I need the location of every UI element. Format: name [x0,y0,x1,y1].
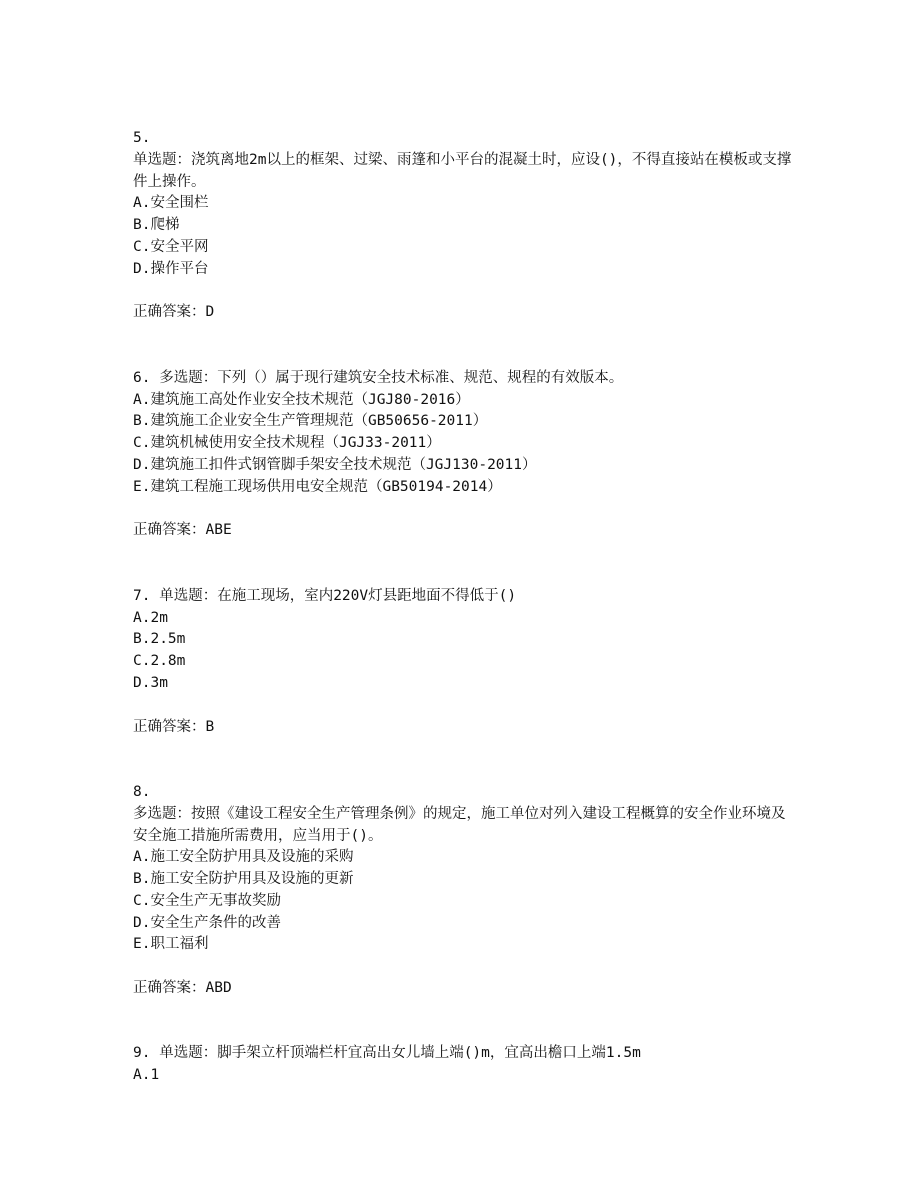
option-c: C.安全生产无事故奖励 [133,892,281,909]
option-a: A.建筑施工高处作业安全技术规范（JGJ80-2016） [133,391,470,408]
question-stem: 多选题：按照《建设工程安全生产管理条例》的规定，施工单位对列入建设工程概算的安全作业环境及安全施工措施所需费用，应当用于()。 [133,805,786,844]
question-number: 8. [133,783,151,800]
correct-answer: 正确答案：ABD [133,980,232,997]
option-d: D.建筑施工扣件式钢管脚手架安全技术规范（JGJ130-2011） [133,456,537,473]
option-c: C.建筑机械使用安全技术规程（JGJ33-2011） [133,435,441,452]
question-6 [133,368,793,542]
question-stem-with-number [133,1043,793,1065]
option-e: E.建筑工程施工现场供用电安全规范（GB50194-2014） [133,478,502,495]
option-a: A.安全围栏 [133,195,209,212]
spacer [133,738,793,782]
question-stem: 单选题：浇筑离地2m以上的框架、过梁、雨篷和小平台的混凝土时，应设()，不得直接站在模板或支撑件上操作。 [133,151,792,190]
question-number: 7. [133,587,151,604]
question-stem-with-number [133,586,793,608]
option-a: A.施工安全防护用具及设施的采购 [133,849,354,866]
question-number: 5. [133,130,151,146]
option-b: B.建筑施工企业安全生产管理规范（GB50656-2011） [133,413,488,430]
question-9 [133,1043,793,1087]
option-d: D.操作平台 [133,260,209,277]
question-number: 6. [133,369,151,386]
question-stem: 单选题：脚手架立杆顶端栏杆宜高出女儿墙上端()m，宜高出檐口上端1.5m [159,1045,641,1062]
option-e: E.职工福利 [133,936,209,953]
option-b: B.施工安全防护用具及设施的更新 [133,871,354,888]
correct-answer: 正确答案：B [133,718,215,735]
question-stem-with-number [133,368,793,390]
option-b: B.2.5m [133,631,186,648]
exam-page [133,128,793,1087]
option-d: D.3m [133,674,168,691]
option-c: C.2.8m [133,653,186,670]
option-a: A.1 [133,1067,160,1084]
spacer [133,542,793,586]
option-c: C.安全平网 [133,238,209,255]
question-5 [133,128,793,324]
spacer [133,1000,793,1044]
option-a: A.2m [133,609,168,626]
question-stem: 单选题：在施工现场，室内220V灯县距地面不得低于() [159,587,517,604]
question-7 [133,586,793,739]
question-8 [133,782,793,1000]
option-d: D.安全生产条件的改善 [133,914,281,931]
correct-answer: 正确答案：D [133,304,215,321]
correct-answer: 正确答案：ABE [133,522,232,539]
question-stem: 多选题：下列（）属于现行建筑安全技术标准、规范、规程的有效版本。 [159,369,624,386]
question-number: 9. [133,1045,151,1062]
spacer [133,324,793,368]
option-b: B.爬梯 [133,217,180,234]
